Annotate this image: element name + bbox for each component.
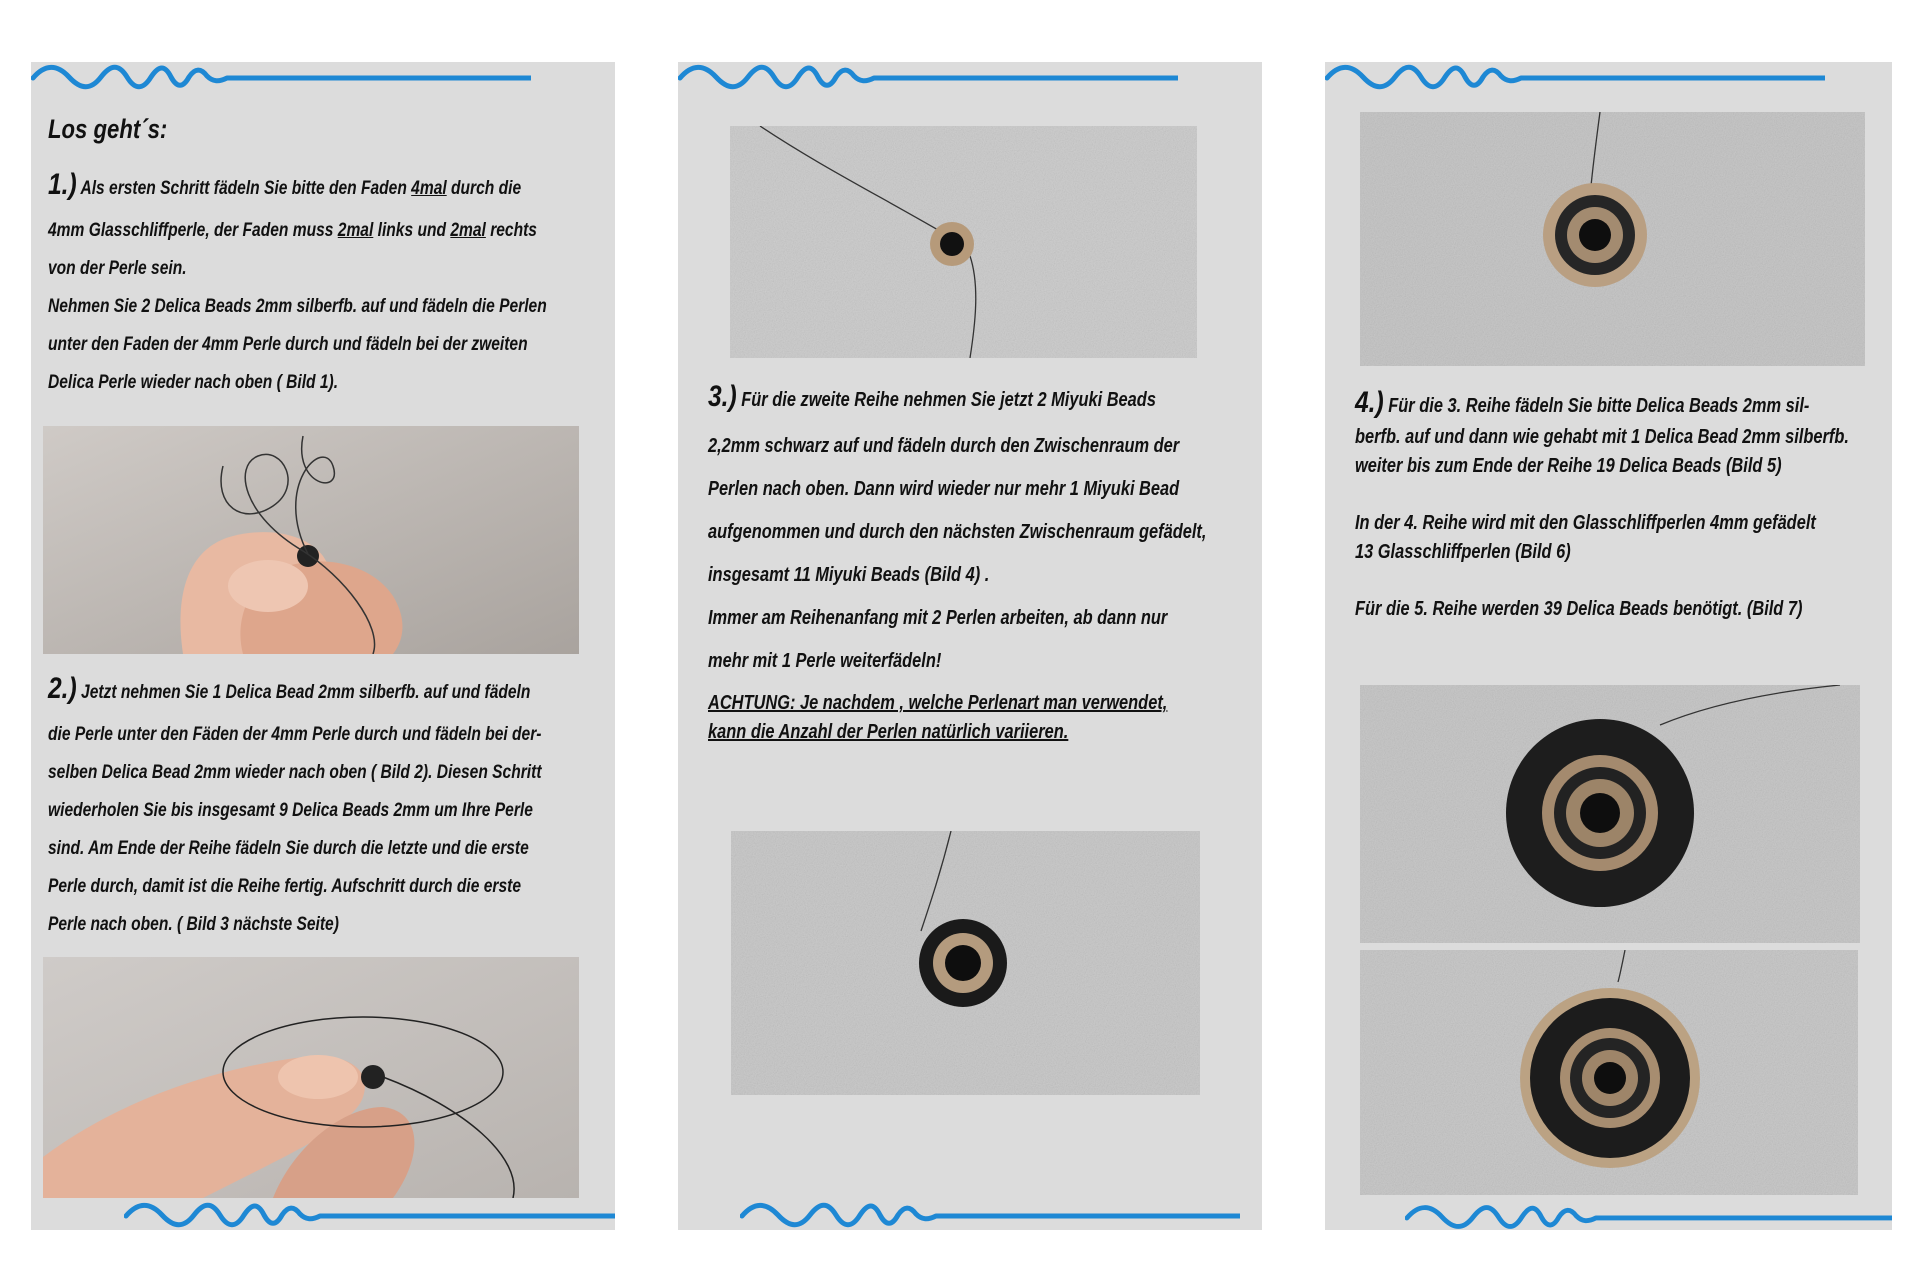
wave-divider-top	[678, 62, 1178, 92]
step-1-line-1: 1.) Als ersten Schritt fädeln Sie bitte den Faden 4mal durch die	[48, 168, 522, 201]
step-2-number: 2.)	[48, 672, 77, 705]
step-3-line-2: 2,2mm schwarz auf und fädeln durch den Zwischenraum der	[708, 435, 1180, 457]
instruction-page-1	[31, 62, 615, 1230]
step-1-line-3: von der Perle sein.	[48, 258, 187, 279]
step-4-line-3: weiter bis zum Ende der Reihe 19 Delica Beads (Bild 5)	[1355, 455, 1782, 477]
photo-bild-7	[1360, 950, 1858, 1195]
photo-bild-5	[1360, 112, 1865, 366]
step-2-line-5: sind. Am Ende der Reihe fädeln Sie durch die letzte und die erste	[48, 838, 529, 859]
page-2-text	[708, 380, 1233, 747]
step-4-line-1: 4.) Für die 3. Reihe fädeln Sie bitte Delica Beads 2mm sil-	[1355, 386, 1810, 419]
step-3-line-3: Perlen nach oben. Dann wird wieder nur mehr 1 Miyuki Bead	[708, 478, 1180, 500]
step-2-line-3: selben Delica Bead 2mm wieder nach oben ( Bild 2). Diesen Schritt	[48, 762, 542, 783]
photo-bild-6	[1360, 685, 1860, 943]
step-4-number: 4.)	[1355, 386, 1384, 419]
step-1-line-6: Delica Perle wieder nach oben ( Bild 1).	[48, 372, 339, 393]
photo-bild-2	[43, 957, 579, 1198]
page-3-text	[1355, 386, 1880, 624]
step-1-line-5: unter den Faden der 4mm Perle durch und fädeln bei der zweiten	[48, 334, 528, 355]
page-1-text-top	[48, 112, 573, 402]
step-4-line-5: 13 Glasschliffperlen (Bild 6)	[1355, 541, 1571, 563]
wave-divider-bottom	[124, 1200, 615, 1230]
section-heading: Los geht´s:	[48, 114, 168, 144]
instruction-page-3	[1325, 62, 1892, 1230]
step-1-number: 1.)	[48, 168, 77, 201]
page-1-text-bottom	[48, 672, 573, 944]
wave-divider-bottom	[740, 1200, 1240, 1230]
step-1-line-2: 4mm Glasschliffperle, der Faden muss 2mal links und 2mal rechts	[48, 220, 537, 241]
step-3-line-4: aufgenommen und durch den nächsten Zwischenraum gefädelt,	[708, 521, 1207, 543]
step-1-line-4: Nehmen Sie 2 Delica Beads 2mm silberfb. auf und fädeln die Perlen	[48, 296, 547, 317]
warning-line-2: kann die Anzahl der Perlen natürlich variieren.	[708, 721, 1069, 743]
step-3-line-6: Immer am Reihenanfang mit 2 Perlen arbeiten, ab dann nur	[708, 607, 1168, 629]
step-4-line-4: In der 4. Reihe wird mit den Glasschliffperlen 4mm gefädelt	[1355, 512, 1816, 534]
photo-bild-4	[731, 831, 1200, 1095]
step-2-line-2: die Perle unter den Fäden der 4mm Perle durch und fädeln bei der-	[48, 724, 542, 745]
step-3-line-1: 3.) Für die zweite Reihe nehmen Sie jetzt 2 Miyuki Beads	[708, 380, 1156, 413]
instruction-page-2	[678, 62, 1262, 1230]
step-3-number: 3.)	[708, 380, 737, 413]
step-2-line-7: Perle nach oben. ( Bild 3 nächste Seite)	[48, 914, 339, 935]
photo-bild-3	[730, 126, 1197, 358]
wave-divider-bottom	[1405, 1202, 1892, 1230]
step-2-line-1: 2.) Jetzt nehmen Sie 1 Delica Bead 2mm silberfb. auf und fädeln	[48, 672, 531, 705]
wave-divider-top	[31, 62, 531, 92]
wave-divider-top	[1325, 62, 1825, 92]
step-3-line-5: insgesamt 11 Miyuki Beads (Bild 4) .	[708, 564, 990, 586]
step-2-line-4: wiederholen Sie bis insgesamt 9 Delica Beads 2mm um Ihre Perle	[48, 800, 533, 821]
step-3-line-7: mehr mit 1 Perle weiterfädeln!	[708, 650, 942, 672]
step-4-line-2: berfb. auf und dann wie gehabt mit 1 Delica Bead 2mm silberfb.	[1355, 426, 1849, 448]
step-4-line-6: Für die 5. Reihe werden 39 Delica Beads benötigt. (Bild 7)	[1355, 598, 1803, 620]
photo-bild-1	[43, 426, 579, 654]
warning-line-1: ACHTUNG: Je nachdem , welche Perlenart man verwendet,	[708, 692, 1168, 714]
step-2-line-6: Perle durch, damit ist die Reihe fertig. Aufschritt durch die erste	[48, 876, 521, 897]
